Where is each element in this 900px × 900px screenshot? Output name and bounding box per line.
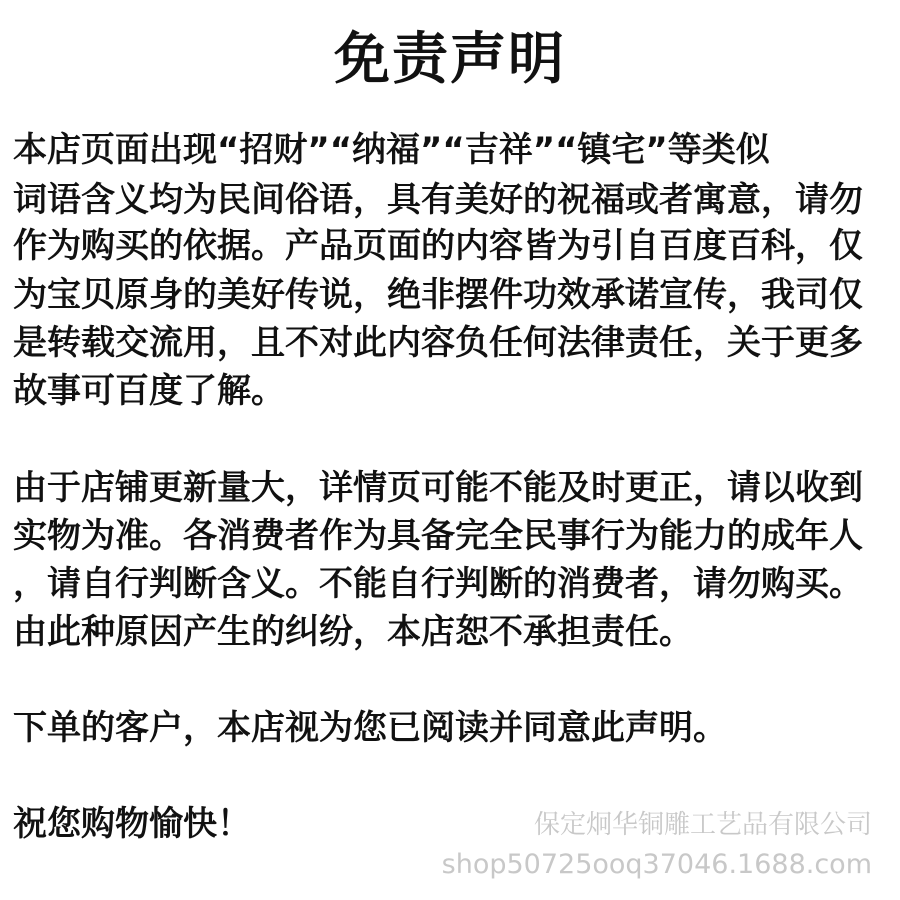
paragraph-2-line-1: 由于店铺更新量大，详情页可能不能及时更正，请以收到 bbox=[13, 468, 863, 508]
watermark-company: 保定炯华铜雕工艺品有限公司 bbox=[533, 810, 872, 840]
paragraph-1-line-3: 作为购买的依据。产品页面的内容皆为引自百度百科，仅 bbox=[13, 226, 863, 266]
paragraph-1-line-2: 词语含义均为民间俗语，具有美好的祝福或者寓意，请勿 bbox=[13, 180, 863, 220]
paragraph-2-line-2: 实物为准。各消费者作为具备完全民事行为能力的成年人 bbox=[13, 516, 863, 556]
paragraph-3: 下单的客户，本店视为您已阅读并同意此声明。 bbox=[13, 708, 727, 748]
paragraph-2-line-4: 由此种原因产生的纠纷，本店恕不承担责任。 bbox=[13, 612, 693, 652]
paragraph-2-line-3: ，请自行判断含义。不能自行判断的消费者，请勿购买。 bbox=[13, 564, 863, 604]
page-title: 免责声明 bbox=[334, 27, 566, 92]
paragraph-1-line-5: 是转载交流用，且不对此内容负任何法律责任，关于更多 bbox=[13, 323, 863, 363]
watermark-site: shop50725ooq37046.1688.com bbox=[441, 849, 872, 880]
closing-line: 祝您购物愉快！ bbox=[13, 804, 251, 844]
paragraph-1-line-6: 故事可百度了解。 bbox=[13, 371, 285, 411]
paragraph-1-line-1: 本店页面出现“招财”“纳福”“吉祥”“镇宅”等类似 bbox=[13, 130, 770, 170]
paragraph-1-line-4: 为宝贝原身的美好传说，绝非摆件功效承诺宣传，我司仅 bbox=[13, 275, 863, 315]
